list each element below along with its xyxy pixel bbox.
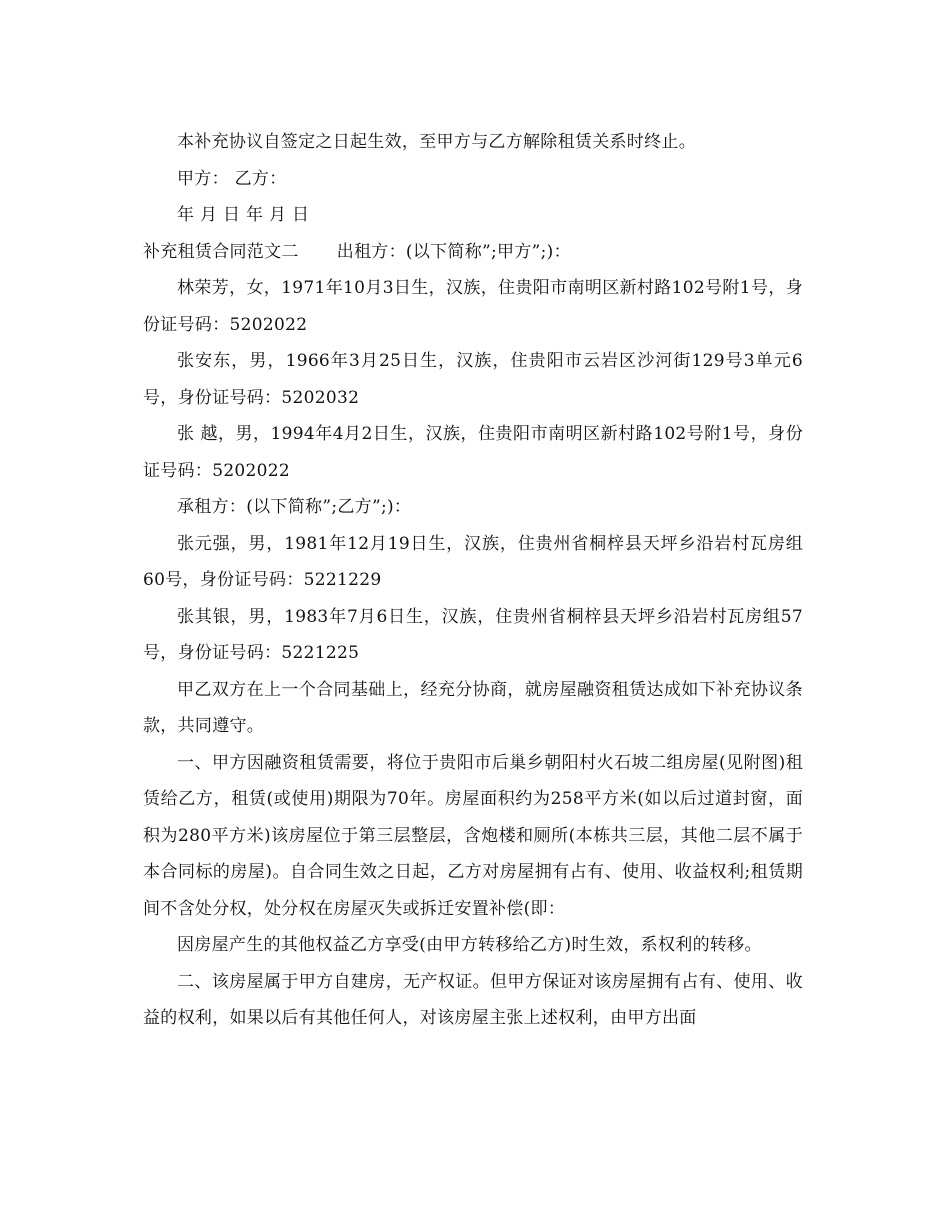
lessor-intro: 出租方：(以下简称”;甲方”;)： [336, 241, 571, 262]
section-title-line [143, 234, 803, 271]
paragraph-effective-clause: 本补充协议自签定之日起生效，至甲方与乙方解除租赁关系时终止。 [177, 132, 696, 152]
signature-date-line: 年 月 日 年 月 日 [177, 205, 310, 225]
lessee-intro: 承租方：(以下简称”;乙方”;)： [177, 497, 412, 517]
document-body [143, 124, 803, 1037]
signature-parties-line: 甲方： 乙方： [177, 168, 287, 189]
agreement-preamble: 甲乙双方在上一个合同基础上，经充分协商，就房屋融资租赁达成如下补充协议条款，共同遵守。 [143, 679, 803, 736]
lessor-2: 张安东，男，1966年3月25日生，汉族，住贵阳市云岩区沙河街129号3单元6号，身份证号码：5202032 [143, 351, 803, 408]
clause-one-continued: 因房屋产生的其他权益乙方享受(由甲方转移给乙方)时生效，系权利的转移。 [177, 935, 762, 955]
lessor-3: 张 越，男，1994年4月2日生，汉族，住贵阳市南明区新村路102号附1号，身份证号码：5202022 [143, 424, 803, 481]
lessee-1: 张元强，男，1981年12月19日生，汉族，住贵州省桐梓县天坪乡沿岩村瓦房组60号，身份证号码：5221229 [143, 533, 803, 590]
clause-two: 二、该房屋属于甲方自建房，无产权证。但甲方保证对该房屋拥有占有、使用、收益的权利，如果以后有其他任何人，对该房屋主张上述权利，由甲方出面 [143, 971, 803, 1028]
clause-one: 一、甲方因融资租赁需要，将位于贵阳市后巢乡朝阳村火石坡二组房屋(见附图)租赁给乙方，租赁(或使用)期限为70年。房屋面积约为258平方米(如以后过道封窗，面积为280平方米)该房屋位于第三层整层，含炮楼和厕所(本栋共三层，其他二层不属于本合同标的房屋)。自合同生效之日起，乙方对房屋拥有占有、使用、收益权利;租赁期间不含处分权，处分权在房屋灭失或拆迁安置补偿(即： [143, 752, 803, 919]
lessor-1: 林荣芳，女，1971年10月3日生，汉族，住贵阳市南明区新村路102号附1号，身份证号码：5202022 [143, 278, 803, 335]
lessee-2: 张其银，男，1983年7月6日生，汉族，住贵州省桐梓县天坪乡沿岩村瓦房组57号，身份证号码：5221225 [143, 606, 803, 663]
section-title: 补充租赁合同范文二 [143, 241, 299, 262]
